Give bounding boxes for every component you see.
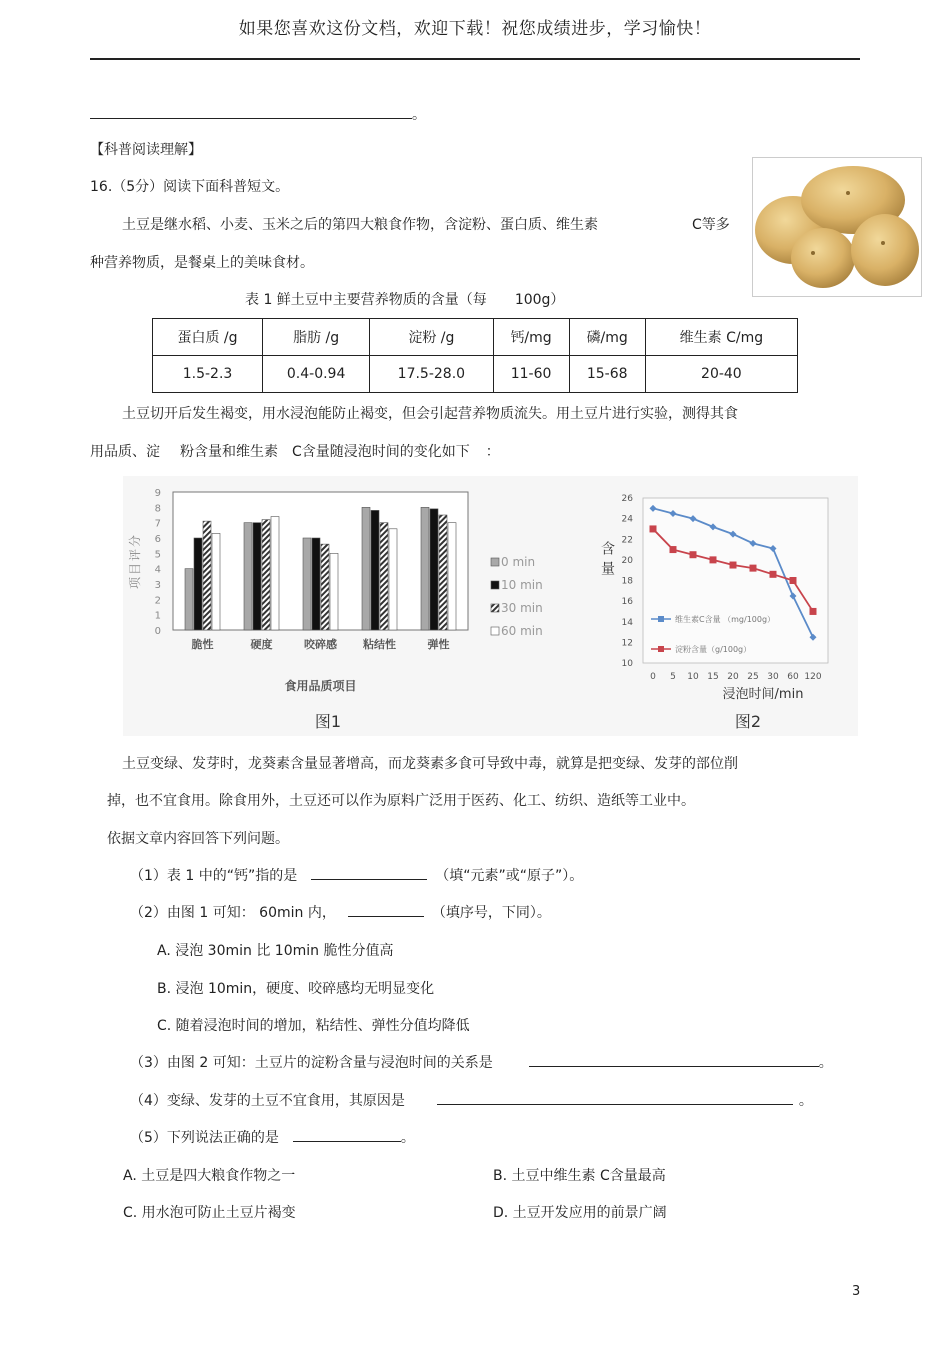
page-banner: 如果您喜欢这份文档，欢迎下载！祝您成绩进步，学习愉快！ xyxy=(238,19,712,39)
bar xyxy=(303,538,311,630)
data-point xyxy=(670,546,677,553)
paragraph-2-part-a: 用品质、淀 xyxy=(90,444,160,460)
y-tick-label: 22 xyxy=(621,535,633,546)
y-axis-label: 项目评分 xyxy=(128,532,142,590)
table-cell: 20-40 xyxy=(645,356,797,393)
question-header: 16.（5分）阅读下面科普短文。 xyxy=(90,179,290,195)
question-2-option-c: C. 随着浸泡时间的增加，粘结性、弹性分值均降低 xyxy=(157,1018,470,1034)
legend-swatch xyxy=(491,604,499,612)
y-tick-label: 7 xyxy=(154,518,161,530)
table-header-cell: 磷/mg xyxy=(569,319,645,356)
question-1 xyxy=(130,865,583,885)
paragraph-1-line-1-end: C等多 xyxy=(692,217,730,233)
page-number: 3 xyxy=(852,1284,861,1299)
y-tick-label: 9 xyxy=(154,488,161,499)
question-5-option-a: A. 土豆是四大粮食作物之一 xyxy=(123,1168,296,1184)
paragraph-3-line-1: 土豆变绿、发芽时，龙葵素含量显著增高，而龙葵素多食可导致中毒，就算是把变绿、发芽的部位削 xyxy=(122,756,738,772)
question-4 xyxy=(130,1090,813,1110)
question-5-prompt: （5）下列说法正确的是 xyxy=(130,1130,279,1146)
x-tick-label: 30 xyxy=(767,672,779,682)
y-tick-label: 3 xyxy=(154,580,161,591)
data-point xyxy=(650,525,657,532)
x-tick-label: 120 xyxy=(804,672,822,682)
question-2-prompt: （2）由图 1 可知： 60min 内， xyxy=(130,905,336,921)
data-point xyxy=(730,562,737,569)
x-tick-label: 0 xyxy=(650,672,656,682)
bar xyxy=(244,523,252,630)
bar xyxy=(262,520,270,630)
bar xyxy=(212,533,220,630)
question-3 xyxy=(130,1052,833,1072)
x-tick-label: 粘结性 xyxy=(363,638,396,651)
table-caption-unit: 100g） xyxy=(514,292,565,308)
data-point xyxy=(750,565,757,572)
previous-answer-line xyxy=(90,104,426,124)
legend-label: 10 min xyxy=(501,578,543,592)
bar xyxy=(389,529,397,630)
figure-panel xyxy=(123,476,858,736)
bar xyxy=(362,507,370,630)
nutrition-table xyxy=(152,318,798,393)
question-2 xyxy=(130,902,551,922)
figure-2-line-chart xyxy=(583,476,858,736)
y-tick-label: 1 xyxy=(154,610,161,622)
previous-period: 。 xyxy=(412,107,426,123)
bar xyxy=(312,538,320,630)
table-header-cell: 钙/mg xyxy=(493,319,569,356)
y-tick-label: 12 xyxy=(621,638,633,649)
bar xyxy=(253,523,261,630)
figure-1-bar-chart xyxy=(123,476,583,736)
bar xyxy=(330,553,338,630)
question-4-period: 。 xyxy=(798,1093,813,1109)
x-tick-label: 60 xyxy=(787,672,799,682)
y-tick-label: 10 xyxy=(621,659,633,669)
question-1-hint: （填“元素”或“原子”）。 xyxy=(435,868,584,884)
legend-label: 30 min xyxy=(501,601,543,615)
x-tick-label: 咬碎感 xyxy=(304,638,337,651)
legend-swatch xyxy=(491,558,499,566)
table-caption-main: 表 1 鲜土豆中主要营养物质的含量（每 xyxy=(245,292,487,308)
table-cell: 11-60 xyxy=(493,356,569,393)
legend-marker xyxy=(658,616,664,622)
y-tick-label: 8 xyxy=(154,503,161,515)
y-tick-label: 14 xyxy=(621,617,633,628)
question-3-prompt: （3）由图 2 可知：土豆片的淀粉含量与浸泡时间的关系是 xyxy=(130,1055,493,1071)
header-divider xyxy=(90,58,860,60)
bar xyxy=(271,517,279,630)
table-cell: 15-68 xyxy=(569,356,645,393)
x-tick-label: 15 xyxy=(707,672,719,682)
y-tick-label: 2 xyxy=(154,595,161,607)
y-tick-label: 16 xyxy=(621,597,633,608)
y-tick-label: 4 xyxy=(154,564,161,576)
bar xyxy=(439,515,447,630)
legend-marker xyxy=(658,646,664,652)
question-1-prompt: （1）表 1 中的“钙”指的是 xyxy=(130,868,298,884)
question-5-period: 。 xyxy=(400,1130,415,1146)
answer-blank xyxy=(90,104,412,119)
x-tick-label: 脆性 xyxy=(191,638,214,651)
answer-blank xyxy=(437,1090,793,1105)
legend-label: 淀粉含量（g/100g） xyxy=(675,645,752,654)
bar xyxy=(194,538,202,630)
paragraph-1-line-1: 土豆是继水稻、小麦、玉米之后的第四大粮食作物，含淀粉、蛋白质、维生素 xyxy=(122,217,598,233)
y-tick-label: 26 xyxy=(621,494,633,504)
question-2-option-b: B. 浸泡 10min，硬度、咬碎感均无明显变化 xyxy=(157,981,435,997)
question-3-period: 。 xyxy=(818,1055,833,1071)
table-cell: 0.4-0.94 xyxy=(263,356,370,393)
question-5-option-b: B. 土豆中维生素 C含量最高 xyxy=(493,1168,666,1184)
x-axis-label: 食用品质项目 xyxy=(284,679,357,693)
y-tick-label: 24 xyxy=(621,514,633,525)
plot-frame xyxy=(643,498,828,663)
y-tick-label: 20 xyxy=(621,555,633,566)
legend-label: 0 min xyxy=(501,555,536,569)
paragraph-2-line-1: 土豆切开后发生褐变，用水浸泡能防止褐变，但会引起营养物质流失。用土豆片进行实验，测得其食 xyxy=(122,406,738,422)
y-tick-label: 6 xyxy=(154,534,161,545)
bar xyxy=(185,569,193,630)
paragraph-4: 依据文章内容回答下列问题。 xyxy=(107,831,289,847)
potato-image xyxy=(752,157,922,297)
table-header-cell: 维生素 C/mg xyxy=(645,319,797,356)
x-tick-label: 硬度 xyxy=(250,638,273,651)
answer-blank xyxy=(529,1052,819,1067)
y-axis-label: 含量 xyxy=(599,541,615,581)
table-cell: 1.5-2.3 xyxy=(153,356,263,393)
y-tick-label: 0 xyxy=(154,626,161,637)
figure-2-label: 图2 xyxy=(734,712,762,731)
x-tick-label: 25 xyxy=(747,672,759,682)
figure-1-label: 图1 xyxy=(314,712,342,731)
x-tick-label: 5 xyxy=(670,672,676,682)
paragraph-3-line-2: 掉，也不宜食用。除食用外，土豆还可以作为原料广泛用于医药、化工、纺织、造纸等工业中。 xyxy=(107,793,695,809)
table-header-cell: 蛋白质 /g xyxy=(153,319,263,356)
x-axis-label: 浸泡时间/min xyxy=(722,687,804,702)
question-2-option-a: A. 浸泡 30min 比 10min 脆性分值高 xyxy=(157,943,394,959)
legend-label: 维生素C含量 （mg/100g） xyxy=(675,615,776,624)
data-point xyxy=(710,556,717,563)
x-tick-label: 10 xyxy=(687,672,699,682)
question-2-hint: （填序号，下同）。 xyxy=(431,905,551,921)
answer-blank xyxy=(293,1127,401,1142)
legend-swatch xyxy=(491,581,499,589)
answer-blank xyxy=(348,902,424,917)
bar xyxy=(430,509,438,630)
answer-blank xyxy=(311,865,427,880)
y-tick-label: 5 xyxy=(154,549,161,561)
bar xyxy=(380,523,388,630)
x-tick-label: 弹性 xyxy=(427,638,450,651)
bar xyxy=(448,523,456,630)
question-5-option-d: D. 土豆开发应用的前景广阔 xyxy=(493,1205,667,1221)
bar xyxy=(421,507,429,630)
y-tick-label: 18 xyxy=(621,576,633,587)
section-title: 【科普阅读理解】 xyxy=(90,142,202,158)
table-cell: 17.5-28.0 xyxy=(370,356,493,393)
table-row xyxy=(153,356,798,393)
legend-swatch xyxy=(491,627,499,635)
paragraph-2-part-b: 粉含量和维生素 xyxy=(180,444,278,460)
legend-label: 60 min xyxy=(501,624,543,638)
table-caption xyxy=(245,289,564,309)
data-point xyxy=(690,551,697,558)
data-point xyxy=(810,608,817,615)
paragraph-1-line-2: 种营养物质，是餐桌上的美味食材。 xyxy=(90,255,314,271)
bar xyxy=(371,510,379,630)
bar xyxy=(203,521,211,630)
question-5 xyxy=(130,1127,415,1147)
data-point xyxy=(790,577,797,584)
data-point xyxy=(770,571,777,578)
table-header-cell: 脂肪 /g xyxy=(263,319,370,356)
x-tick-label: 20 xyxy=(727,672,739,682)
question-4-prompt: （4）变绿、发芽的土豆不宜食用，其原因是 xyxy=(130,1093,405,1109)
paragraph-2-line-2 xyxy=(90,441,500,461)
question-5-option-c: C. 用水泡可防止土豆片褐变 xyxy=(123,1205,296,1221)
paragraph-2-part-c: C含量随浸泡时间的变化如下 xyxy=(292,444,470,460)
table-header-row xyxy=(153,319,798,356)
bar xyxy=(321,544,329,630)
paragraph-2-colon: ： xyxy=(485,444,500,460)
table-header-cell: 淀粉 /g xyxy=(370,319,493,356)
